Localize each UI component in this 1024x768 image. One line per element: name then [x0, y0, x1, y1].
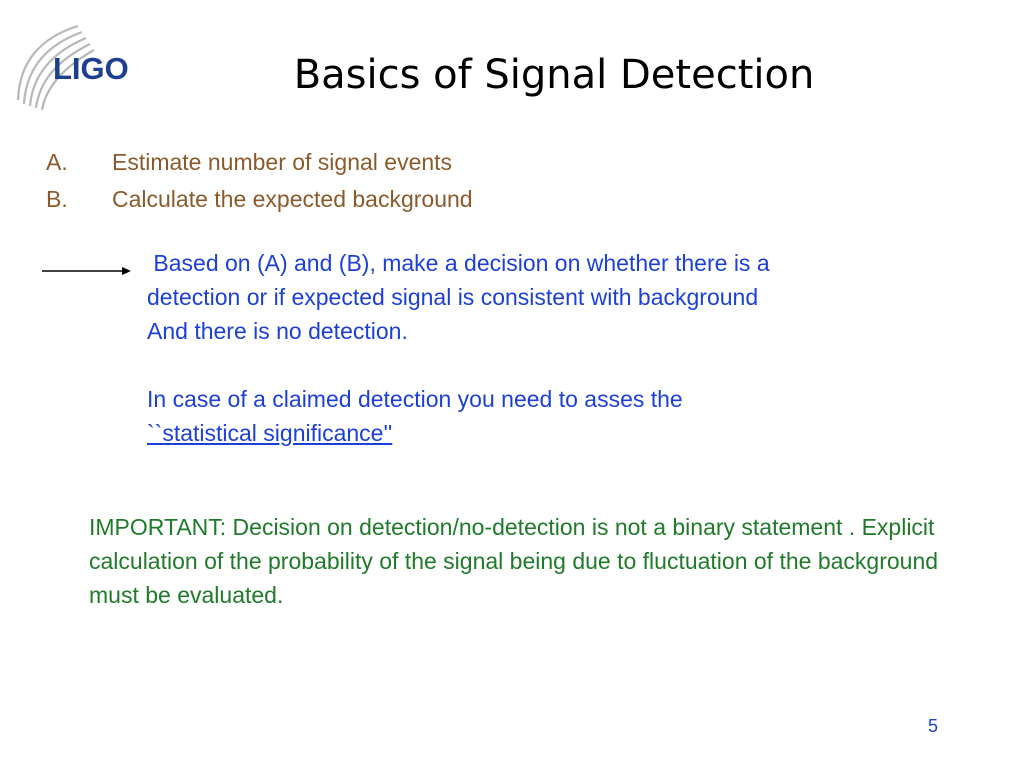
decision-line: And there is no detection.	[147, 318, 408, 344]
list-item-text: Estimate number of signal events	[112, 149, 453, 175]
slide-title: Basics of Signal Detection	[293, 52, 815, 98]
decision-line: Based on (A) and (B), make a decision on whether there is a	[147, 250, 770, 276]
decision-line: detection or if expected signal is consistent with background	[147, 284, 759, 310]
steps-list	[46, 146, 473, 220]
list-marker: B.	[46, 186, 68, 212]
list-marker: A.	[46, 149, 68, 175]
list-item-text: Calculate the expected background	[112, 186, 473, 212]
decision-text	[147, 246, 770, 450]
claim-line: In case of a claimed detection you need to asses the	[147, 386, 683, 412]
list-item	[46, 146, 473, 183]
arrow-right-icon	[42, 262, 134, 278]
statistical-significance-link[interactable]: ``statistical significance''	[147, 420, 393, 446]
page-number: 5	[927, 716, 938, 736]
logo-text: LIGO	[53, 51, 129, 86]
list-item	[46, 183, 473, 220]
important-note: IMPORTANT: Decision on detection/no-detection is not a binary statement . Explicit calculation of the probability of the signal being due to fluctuation of the background must be evaluated.	[89, 514, 939, 608]
